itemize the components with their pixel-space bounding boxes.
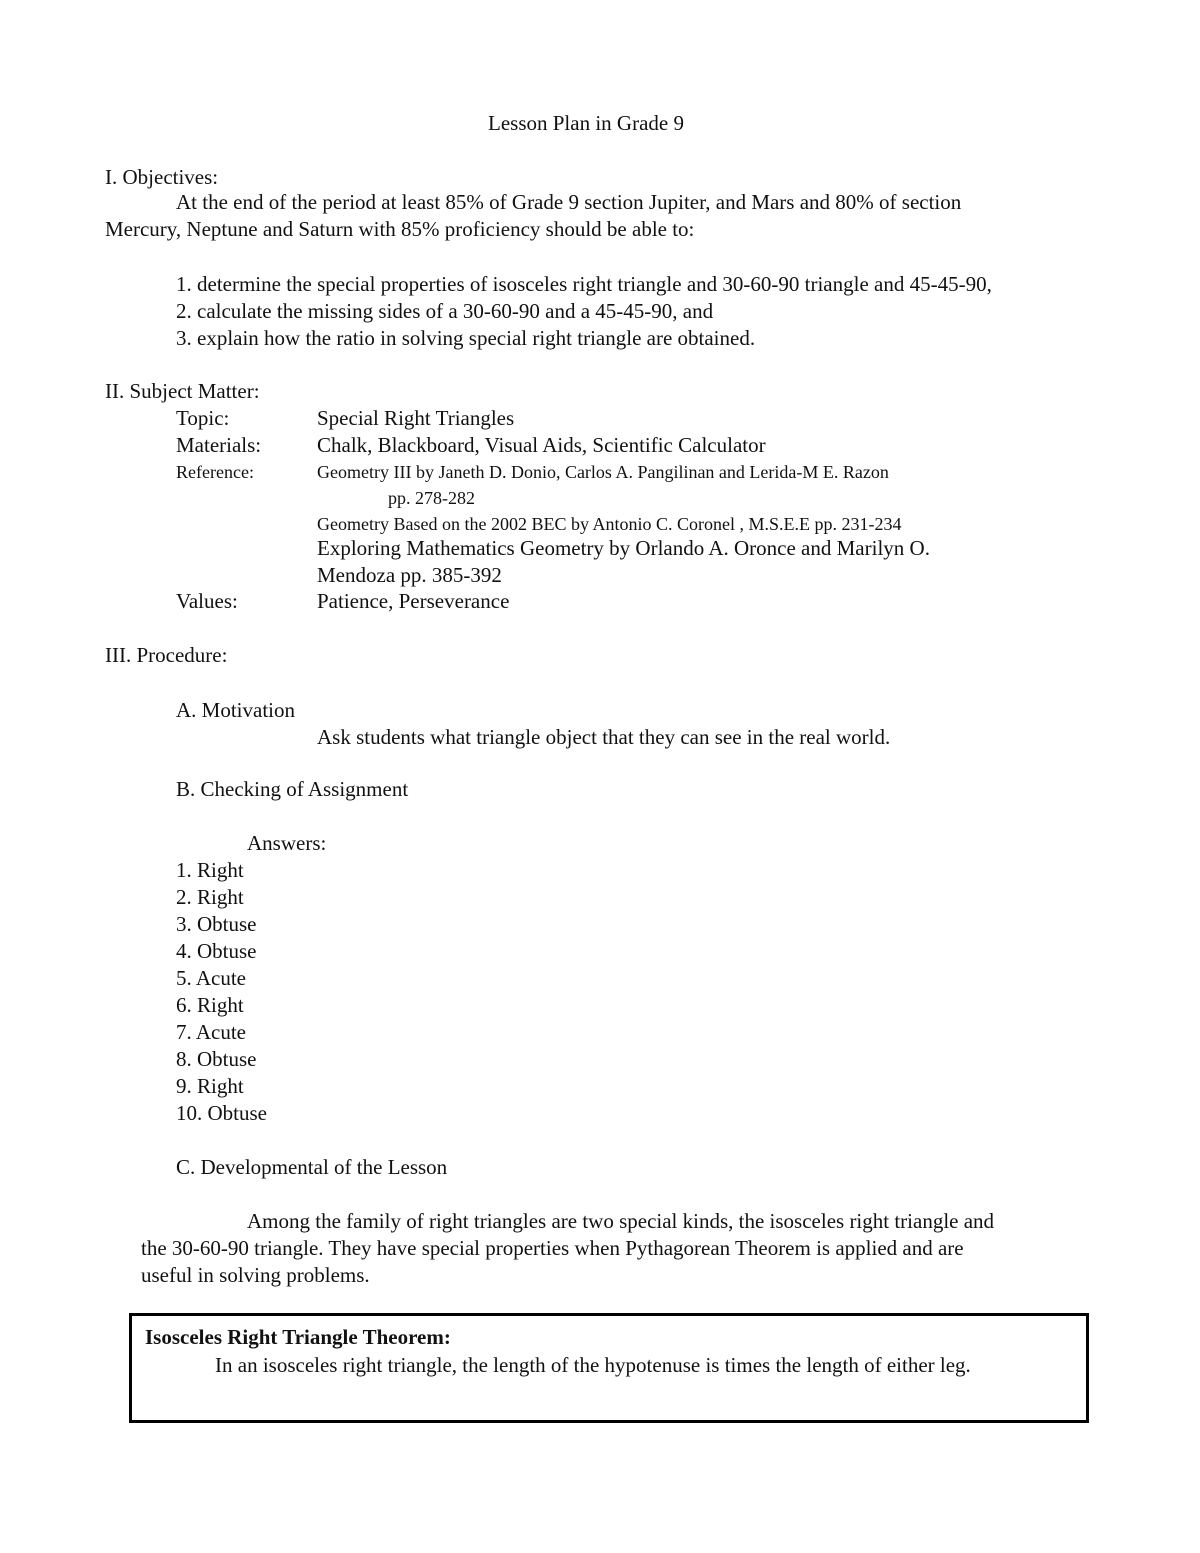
theorem-title: Isosceles Right Triangle Theorem: <box>145 1325 451 1349</box>
answer-item: 4. Obtuse <box>176 939 257 963</box>
objectives-intro-line1: At the end of the period at least 85% of Grade 9 section Jupiter, and Mars and 80% of section <box>176 190 962 214</box>
objectives-intro-line2: Mercury, Neptune and Saturn with 85% proficiency should be able to: <box>105 217 695 241</box>
developmental-line-1: Among the family of right triangles are two special kinds, the isosceles right triangle and <box>247 1209 995 1233</box>
motivation-text: Ask students what triangle object that they can see in the real world. <box>317 725 891 749</box>
reference-label: Reference: <box>176 462 254 482</box>
answer-item: 3. Obtuse <box>176 912 257 936</box>
answer-item: 8. Obtuse <box>176 1047 257 1071</box>
theorem-box <box>129 1313 1089 1423</box>
answer-item: 7. Acute <box>176 1020 246 1044</box>
values-label: Values: <box>176 589 238 613</box>
topic-value: Special Right Triangles <box>317 406 515 430</box>
motivation-heading: A. Motivation <box>176 698 295 722</box>
developmental-line-2: the 30-60-90 triangle. They have special properties when Pythagorean Theorem is applied and are <box>141 1236 964 1260</box>
answer-item: 2. Right <box>176 885 244 909</box>
topic-label: Topic: <box>176 406 230 430</box>
reference-1-pages: pp. 278-282 <box>388 488 475 508</box>
reference-3-line1: Exploring Mathematics Geometry by Orlando A. Oronce and Marilyn O. <box>317 536 930 560</box>
values-value: Patience, Perseverance <box>317 589 510 613</box>
developmental-heading: C. Developmental of the Lesson <box>176 1155 448 1179</box>
objective-item-3: 3. explain how the ratio in solving special right triangle are obtained. <box>176 326 756 350</box>
answer-item: 9. Right <box>176 1074 244 1098</box>
objective-item-1: 1. determine the special properties of isosceles right triangle and 30-60-90 triangle and 45-45-90, <box>176 272 992 296</box>
reference-3-line2: Mendoza pp. 385-392 <box>317 563 502 587</box>
procedure-heading: III. Procedure: <box>105 643 228 667</box>
objective-item-2: 2. calculate the missing sides of a 30-60-90 and a 45-45-90, and <box>176 299 714 323</box>
subject-matter-heading: II. Subject Matter: <box>105 379 260 403</box>
materials-label: Materials: <box>176 433 262 457</box>
checking-heading: B. Checking of Assignment <box>176 777 409 801</box>
materials-value: Chalk, Blackboard, Visual Aids, Scientific Calculator <box>317 433 766 457</box>
theorem-text: In an isosceles right triangle, the length of the hypotenuse is times the length of either leg. <box>215 1353 971 1377</box>
page-title: Lesson Plan in Grade 9 <box>488 111 684 135</box>
reference-1: Geometry III by Janeth D. Donio, Carlos A. Pangilinan and Lerida-M E. Razon <box>317 462 889 482</box>
objectives-heading: I. Objectives: <box>105 165 219 189</box>
answer-item: 10. Obtuse <box>176 1101 267 1125</box>
developmental-line-3: useful in solving problems. <box>141 1263 370 1287</box>
answer-item: 1. Right <box>176 858 244 882</box>
reference-2: Geometry Based on the 2002 BEC by Antonio C. Coronel , M.S.E.E pp. 231-234 <box>317 514 902 534</box>
answers-label: Answers: <box>247 831 327 855</box>
answer-item: 5. Acute <box>176 966 246 990</box>
answer-item: 6. Right <box>176 993 244 1017</box>
